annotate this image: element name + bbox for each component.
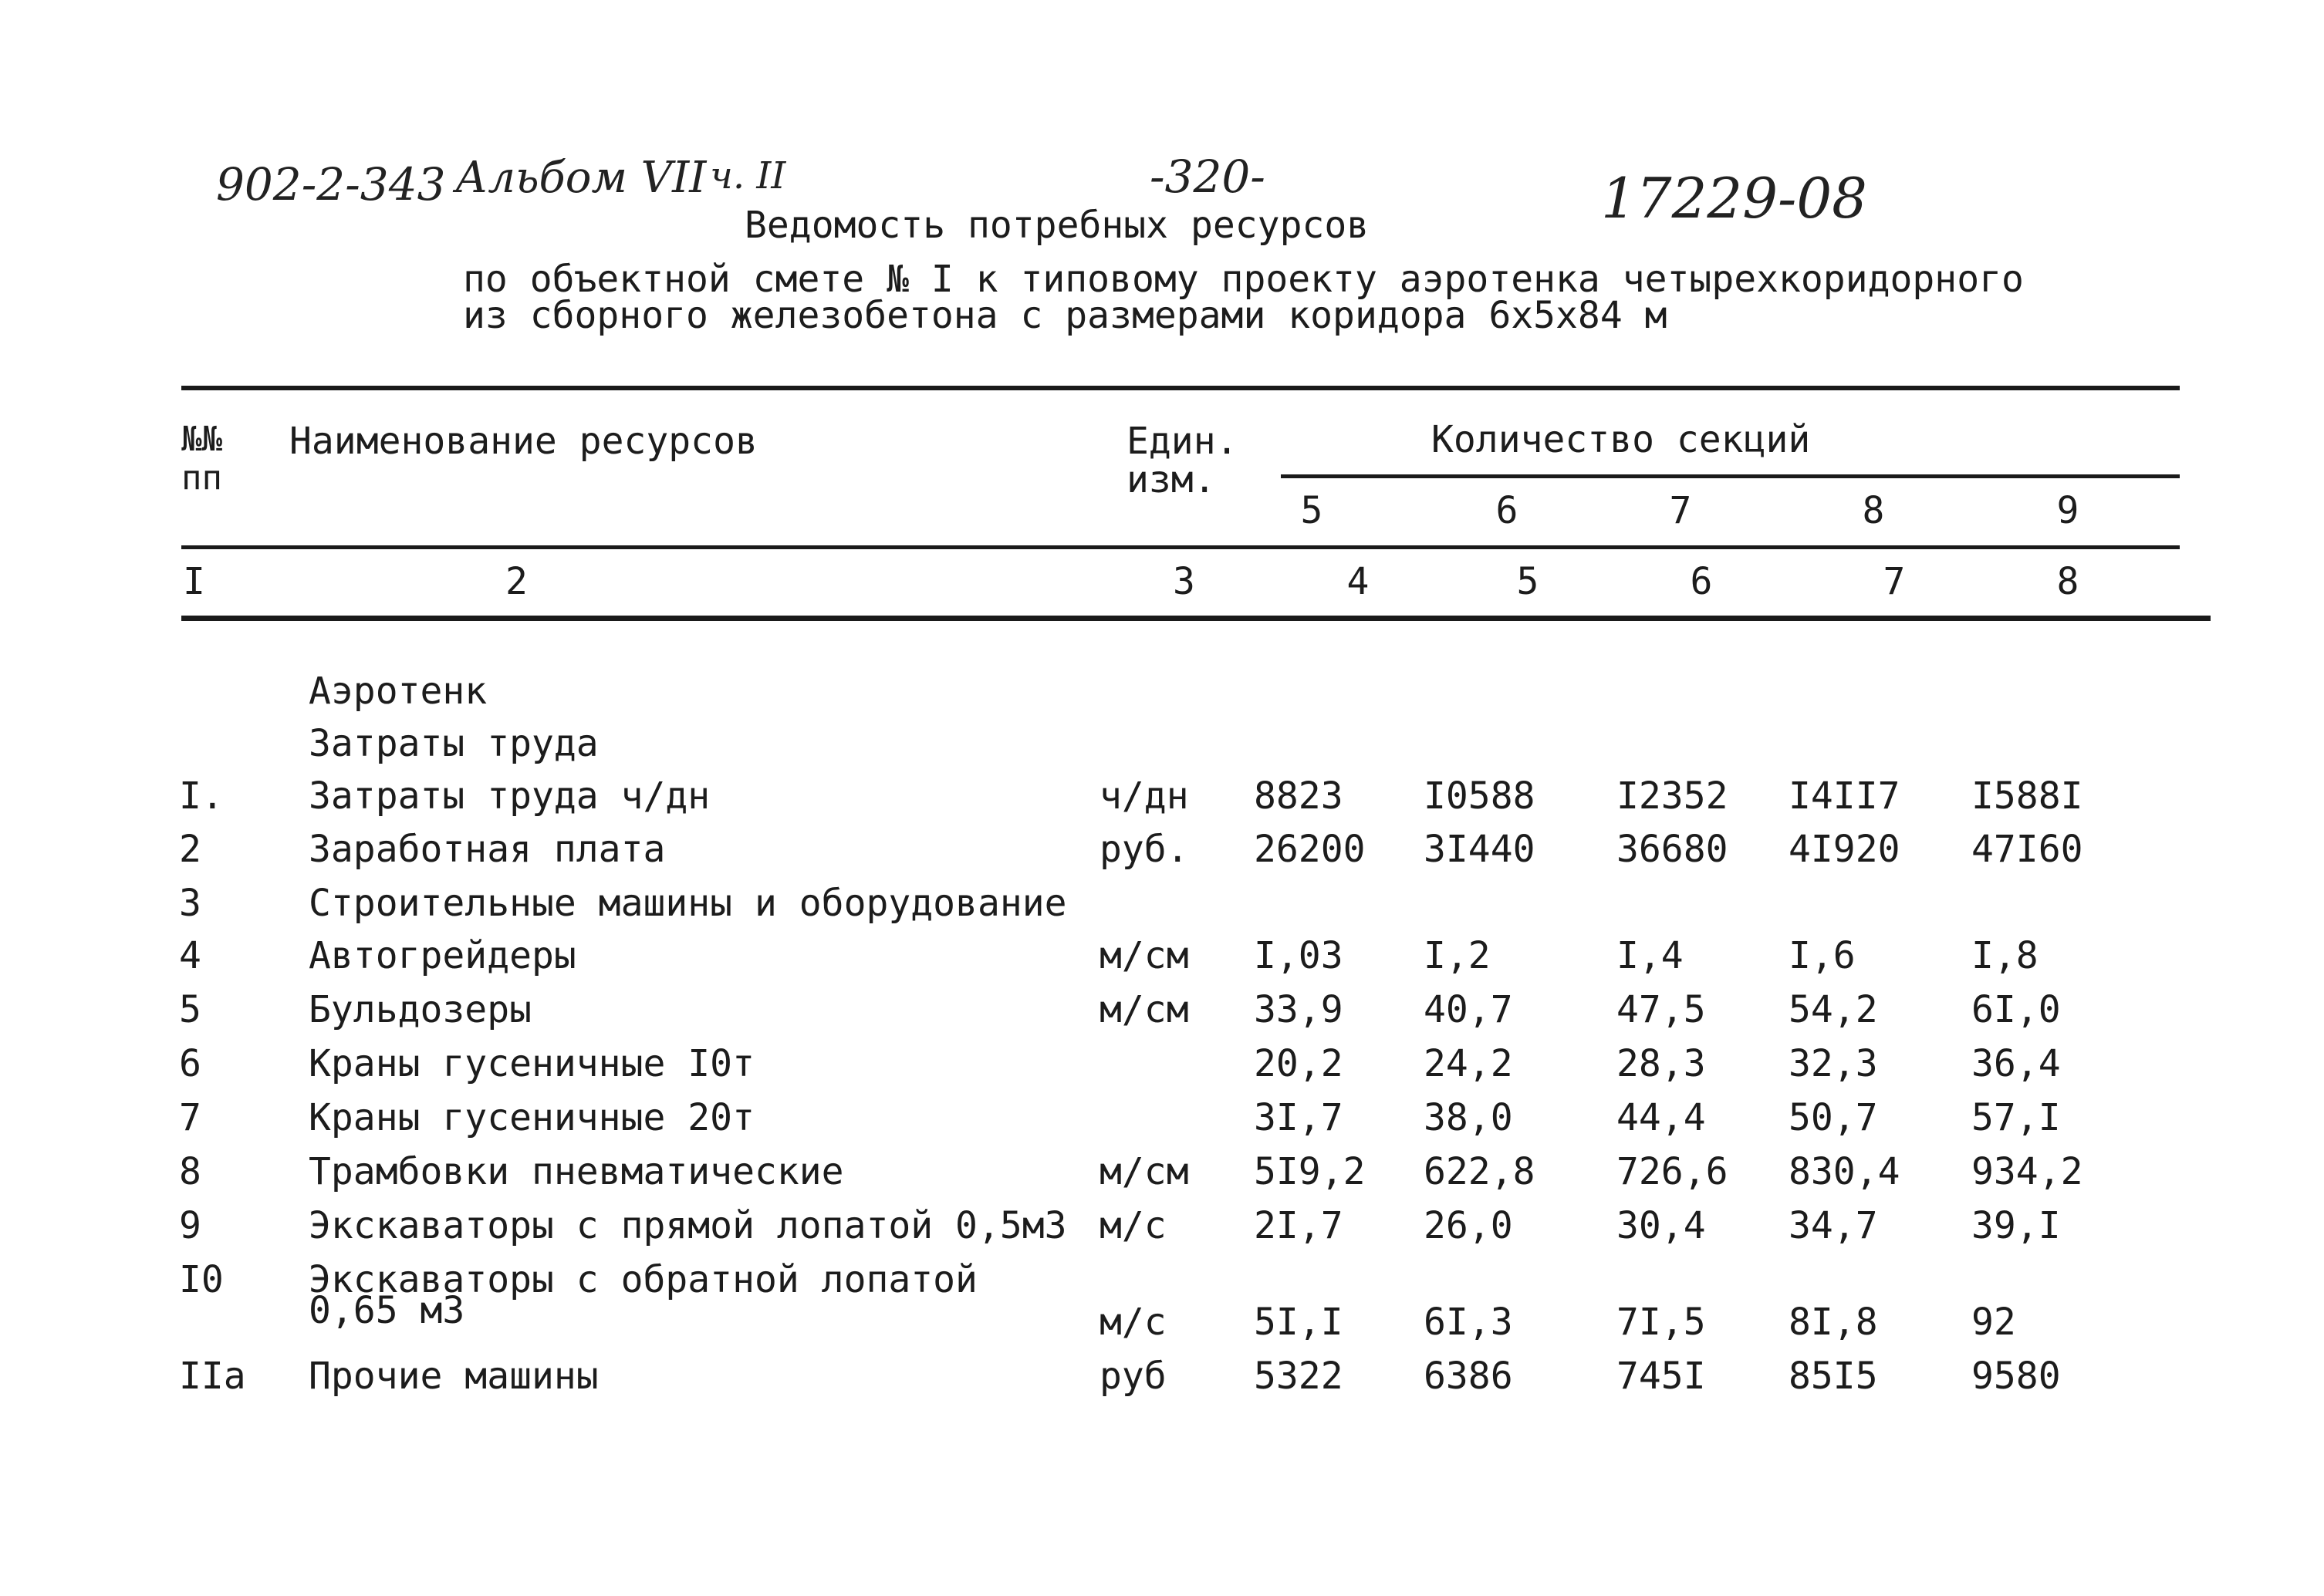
value-cell-sections-7: 30,4: [1616, 1204, 1706, 1247]
section-count-7: 7: [1669, 489, 1692, 532]
value-cell-sections-5: 8823: [1254, 774, 1343, 818]
value-cell-sections-8: 830,4: [1789, 1150, 1900, 1193]
value-cell-sections-6: 38,0: [1424, 1096, 1513, 1139]
row-number: 7: [179, 1096, 201, 1139]
resource-name: Бульдозеры: [309, 988, 532, 1031]
group-title-aerotank: Аэротенк: [309, 670, 488, 713]
header-num-2: пп: [181, 458, 222, 498]
document-number: 17229-08: [1601, 166, 1867, 231]
value-cell-sections-8: 50,7: [1789, 1096, 1878, 1139]
page-title: Ведомость потребных ресурсов: [745, 204, 1370, 247]
unit-cell: м/см: [1100, 934, 1189, 977]
value-cell-sections-5: 2I,7: [1254, 1204, 1343, 1247]
row-number: 3: [179, 882, 201, 925]
unit-cell: руб: [1100, 1355, 1167, 1398]
unit-cell: руб.: [1100, 828, 1189, 871]
value-cell-sections-9: 57,I: [1971, 1096, 2061, 1139]
value-cell-sections-6: I,2: [1424, 934, 1491, 977]
colnum-3: 3: [1173, 560, 1195, 603]
section-count-5: 5: [1300, 489, 1323, 532]
value-cell-sections-5: 5I9,2: [1254, 1150, 1366, 1193]
value-cell-sections-7: 36680: [1616, 828, 1728, 871]
value-cell-sections-5: 5322: [1254, 1355, 1343, 1398]
header-bottom-rule: [181, 545, 2180, 549]
value-cell-sections-9: 92: [1971, 1301, 2016, 1344]
column-numbers-rule: [181, 616, 2211, 621]
resource-name: Прочие машины: [309, 1355, 599, 1398]
value-cell-sections-6: 26,0: [1424, 1204, 1513, 1247]
value-cell-sections-7: I2352: [1616, 774, 1728, 818]
unit-cell: м/см: [1100, 988, 1189, 1031]
resource-name: Трамбовки пневматические: [309, 1150, 844, 1193]
value-cell-sections-7: 7I,5: [1616, 1301, 1706, 1344]
unit-cell: ч/дн: [1100, 774, 1189, 818]
resource-name: Краны гусеничные I0т: [309, 1042, 755, 1085]
colnum-5: 5: [1516, 560, 1539, 603]
page-number: -320-: [1150, 150, 1265, 203]
value-cell-sections-6: 6I,3: [1424, 1301, 1513, 1344]
value-cell-sections-7: 44,4: [1616, 1096, 1706, 1139]
row-number: 9: [179, 1204, 201, 1247]
header-sections: Количество секций: [1431, 418, 1811, 461]
value-cell-sections-8: I,6: [1789, 934, 1856, 977]
value-cell-sections-9: 39,I: [1971, 1204, 2061, 1247]
resource-name-line-2: 0,65 м3: [309, 1289, 465, 1332]
value-cell-sections-8: 85I5: [1789, 1355, 1878, 1398]
value-cell-sections-5: I,03: [1254, 934, 1343, 977]
value-cell-sections-5: 26200: [1254, 828, 1366, 871]
value-cell-sections-5: 20,2: [1254, 1042, 1343, 1085]
value-cell-sections-8: 8I,8: [1789, 1301, 1878, 1344]
value-cell-sections-9: 6I,0: [1971, 988, 2061, 1031]
value-cell-sections-7: I,4: [1616, 934, 1684, 977]
value-cell-sections-5: 5I,I: [1254, 1301, 1343, 1344]
value-cell-sections-7: 726,6: [1616, 1150, 1728, 1193]
colnum-7: 7: [1883, 560, 1906, 603]
resource-name: Заработная плата: [309, 828, 666, 871]
resource-name: Экскаваторы с обратной лопатой: [309, 1258, 978, 1301]
value-cell-sections-6: I0588: [1424, 774, 1535, 818]
unit-cell: м/с: [1100, 1301, 1167, 1344]
table-top-rule: [181, 386, 2180, 390]
row-number: 5: [179, 988, 201, 1031]
resource-name: Краны гусеничные 20т: [309, 1096, 755, 1139]
colnum-1: I: [183, 560, 205, 603]
value-cell-sections-9: 36,4: [1971, 1042, 2061, 1085]
colnum-4: 4: [1346, 560, 1370, 603]
resource-name: Затраты труда ч/дн: [309, 774, 711, 818]
resource-name: Экскаваторы с прямой лопатой 0,5м3: [309, 1204, 1067, 1247]
value-cell-sections-6: 40,7: [1424, 988, 1513, 1031]
row-number: 4: [179, 934, 201, 977]
album-label: Альбом VII: [455, 153, 707, 203]
value-cell-sections-8: 4I920: [1789, 828, 1900, 871]
row-number: 8: [179, 1150, 201, 1193]
value-cell-sections-9: 934,2: [1971, 1150, 2083, 1193]
value-cell-sections-6: 3I440: [1424, 828, 1535, 871]
value-cell-sections-8: 54,2: [1789, 988, 1878, 1031]
header-unit-1: Един.: [1127, 420, 1238, 463]
value-cell-sections-9: 47I60: [1971, 828, 2083, 871]
value-cell-sections-8: 32,3: [1789, 1042, 1878, 1085]
colnum-2: 2: [505, 560, 528, 603]
value-cell-sections-8: 34,7: [1789, 1204, 1878, 1247]
value-cell-sections-9: I588I: [1971, 774, 2083, 818]
row-number: I.: [179, 774, 224, 818]
row-number: IIa: [179, 1355, 246, 1398]
section-count-9: 9: [2056, 489, 2079, 532]
value-cell-sections-7: 28,3: [1616, 1042, 1706, 1085]
value-cell-sections-7: 47,5: [1616, 988, 1706, 1031]
header-name: Наименование ресурсов: [289, 420, 758, 463]
subtitle-line-2: из сборного железобетона с размерами коридора 6х5х84 м: [463, 294, 1667, 337]
value-cell-sections-7: 745I: [1616, 1355, 1706, 1398]
resource-name: Автогрейдеры: [309, 934, 576, 977]
row-number: 2: [179, 828, 201, 871]
value-cell-sections-5: 33,9: [1254, 988, 1343, 1031]
project-code: 902-2-343: [216, 158, 446, 211]
sections-rule: [1281, 474, 2180, 478]
value-cell-sections-6: 6386: [1424, 1355, 1513, 1398]
section-count-8: 8: [1862, 489, 1885, 532]
colnum-8: 8: [2056, 560, 2079, 603]
section-count-6: 6: [1495, 489, 1518, 532]
header-unit-2: изм.: [1127, 458, 1216, 501]
value-cell-sections-9: 9580: [1971, 1355, 2061, 1398]
group-title-labor: Затраты труда: [309, 722, 599, 765]
value-cell-sections-5: 3I,7: [1254, 1096, 1343, 1139]
row-number: 6: [179, 1042, 201, 1085]
part-label: ч. II: [710, 154, 786, 197]
colnum-6: 6: [1690, 560, 1713, 603]
value-cell-sections-6: 622,8: [1424, 1150, 1535, 1193]
resource-name: Строительные машины и оборудование: [309, 882, 1067, 925]
header-num-1: №№: [181, 420, 222, 459]
value-cell-sections-6: 24,2: [1424, 1042, 1513, 1085]
subtitle-line-1: по объектной смете № I к типовому проекту аэротенка четырехкоридорного: [463, 258, 2024, 301]
unit-cell: м/см: [1100, 1150, 1189, 1193]
value-cell-sections-8: I4II7: [1789, 774, 1900, 818]
value-cell-sections-9: I,8: [1971, 934, 2039, 977]
unit-cell: м/с: [1100, 1204, 1167, 1247]
row-number: I0: [179, 1258, 224, 1301]
